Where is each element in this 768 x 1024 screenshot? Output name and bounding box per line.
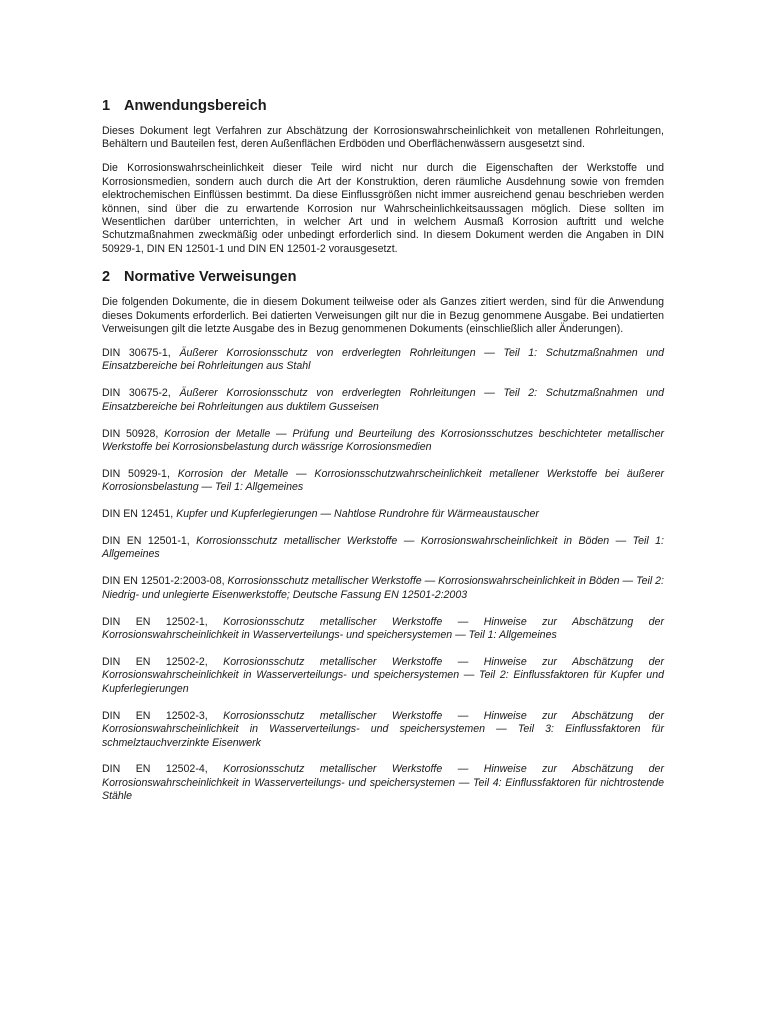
reference-title: Korrosionsschutz metallischer Werkstoffe — Korrosionswahrscheinlichkeit in Böden — Teil 1: Allgemeines — [102, 535, 664, 561]
reference-code: DIN 30675-1, — [102, 346, 171, 359]
reference-title: Äußerer Korrosionsschutz von erdverlegten Rohrleitungen — Teil 2: Schutzmaßnahmen und Einsatzbereiche bei Rohrleitungen aus duktilem Gusseisen — [102, 387, 664, 413]
section-heading-1 — [102, 97, 664, 115]
reference-code: DIN EN 12502-4, — [102, 763, 208, 776]
reference-code: DIN EN 12451, — [102, 508, 174, 521]
reference-item — [102, 575, 664, 602]
reference-title: Korrosionsschutz metallischer Werkstoffe — Hinweise zur Abschätzung der Korrosionswahrscheinlichkeit in Wasserverteilungs- und speichersystemen — Teil 2: Einflussfaktoren für Kupfer und Kupferlegierungen — [102, 655, 664, 695]
section-title: Normative Verweisungen — [124, 269, 297, 286]
reference-title: Korrosion der Metalle — Prüfung und Beurteilung des Korrosionsschutzes beschichteter metallischer Werkstoffe bei Korrosionsbelastung durch wässrige Korrosionsmedien — [102, 427, 664, 453]
reference-item — [102, 616, 664, 643]
reference-title: Korrosionsschutz metallischer Werkstoffe — Hinweise zur Abschätzung der Korrosionswahrscheinlichkeit in Wasserverteilungs- und speichersystemen — Teil 1: Allgemeines — [102, 615, 664, 642]
reference-item — [102, 387, 664, 414]
reference-code: DIN EN 12502-3, — [102, 709, 208, 722]
reference-code: DIN 50928, — [102, 427, 159, 440]
reference-item — [102, 468, 664, 495]
section-scope — [102, 97, 664, 256]
reference-item — [102, 710, 664, 750]
reference-code: DIN EN 12502-2, — [102, 655, 208, 668]
reference-title: Korrosionsschutz metallischer Werkstoffe — Korrosionswahrscheinlichkeit in Böden — Teil 2: Niedrig- und unlegierte Eisenwerkstoffe; Deutsche Fassung EN 12501-2:2003 — [102, 575, 664, 601]
reference-title: Äußerer Korrosionsschutz von erdverlegten Rohrleitungen — Teil 1: Schutzmaßnahmen und Einsatzbereiche bei Rohrleitungen aus Stahl — [102, 346, 664, 373]
reference-code: DIN EN 12501-2:2003-08, — [102, 575, 225, 588]
reference-code: DIN 30675-2, — [102, 387, 171, 400]
paragraph: Die folgenden Dokumente, die in diesem Dokument teilweise oder als Ganzes zitiert werden, sind für die Anwendung dieses Dokuments erforderlich. Bei datierten Verweisungen gilt nur die in Bezug genommene Ausgabe. Bei undatierten Verweisungen gilt die letzte Ausgabe des in Bezug genommenen Dokuments (einschließlich aller Änderungen). — [102, 296, 664, 335]
reference-item — [102, 763, 664, 803]
section-heading-2 — [102, 268, 664, 286]
reference-code: DIN EN 12501-1, — [102, 535, 190, 548]
reference-code: DIN 50929-1, — [102, 467, 170, 480]
reference-title: Korrosionsschutz metallischer Werkstoffe — Hinweise zur Abschätzung der Korrosionswahrscheinlichkeit in Wasserverteilungs- und speichersystemen — Teil 3: Einflussfaktoren für schmelztauchverzinkte Eisenwerk — [102, 709, 664, 749]
reference-item — [102, 347, 664, 374]
reference-item — [102, 508, 664, 521]
reference-item — [102, 535, 664, 562]
section-number: 2 — [102, 269, 111, 286]
paragraph: Die Korrosionswahrscheinlichkeit dieser Teile wird nicht nur durch die Eigenschaften der Werkstoffe und Korrosionsmedien, sondern auch durch die Art der Konstruktion, deren räumliche Ausdehnung sowie von fremden elektrochemischen Einflüssen bestimmt. Da diese Einflussgrößen nicht immer ausreichend genau beschrieben werden können, sind über die zu erwartende Korrosion nur Wahrscheinlichkeitsaussagen möglich. Diese sollten im Wesentlichen darüber unterrichten, in welcher Art und in welchem Ausmaß Korrosion auftritt und welche Schutzmaßnahmen zweckmäßig oder unbedingt erforderlich sind. In diesem Dokument werden die Angaben in DIN 50929-1, DIN EN 12501-1 und DIN EN 12501-2 vorausgesetzt. — [102, 162, 664, 255]
reference-item — [102, 656, 664, 696]
paragraph: Dieses Dokument legt Verfahren zur Abschätzung der Korrosionswahrscheinlichkeit von metallenen Rohrleitungen, Behältern und Bauteilen fest, deren Außenflächen Erdböden und Oberflächenwässern ausgesetzt sind. — [102, 125, 664, 151]
section-number: 1 — [102, 98, 111, 114]
reference-item — [102, 428, 664, 455]
reference-title: Korrosionsschutz metallischer Werkstoffe — Hinweise zur Abschätzung der Korrosionswahrscheinlichkeit in Wasserverteilungs- und speichersystemen — Teil 4: Einflussfaktoren für nichtrostende Stähle — [102, 763, 664, 803]
reference-list — [102, 347, 664, 804]
reference-title: Kupfer und Kupferlegierungen — Nahtlose Rundrohre für Wärmeaustauscher — [176, 508, 539, 521]
section-normative-references — [102, 268, 664, 803]
reference-code: DIN EN 12502-1, — [102, 615, 208, 628]
section-title: Anwendungsbereich — [124, 98, 267, 114]
reference-title: Korrosion der Metalle — Korrosionsschutzwahrscheinlichkeit metallener Werkstoffe bei äußerer Korrosionsbelastung — Teil 1: Allgemeines — [102, 467, 664, 494]
